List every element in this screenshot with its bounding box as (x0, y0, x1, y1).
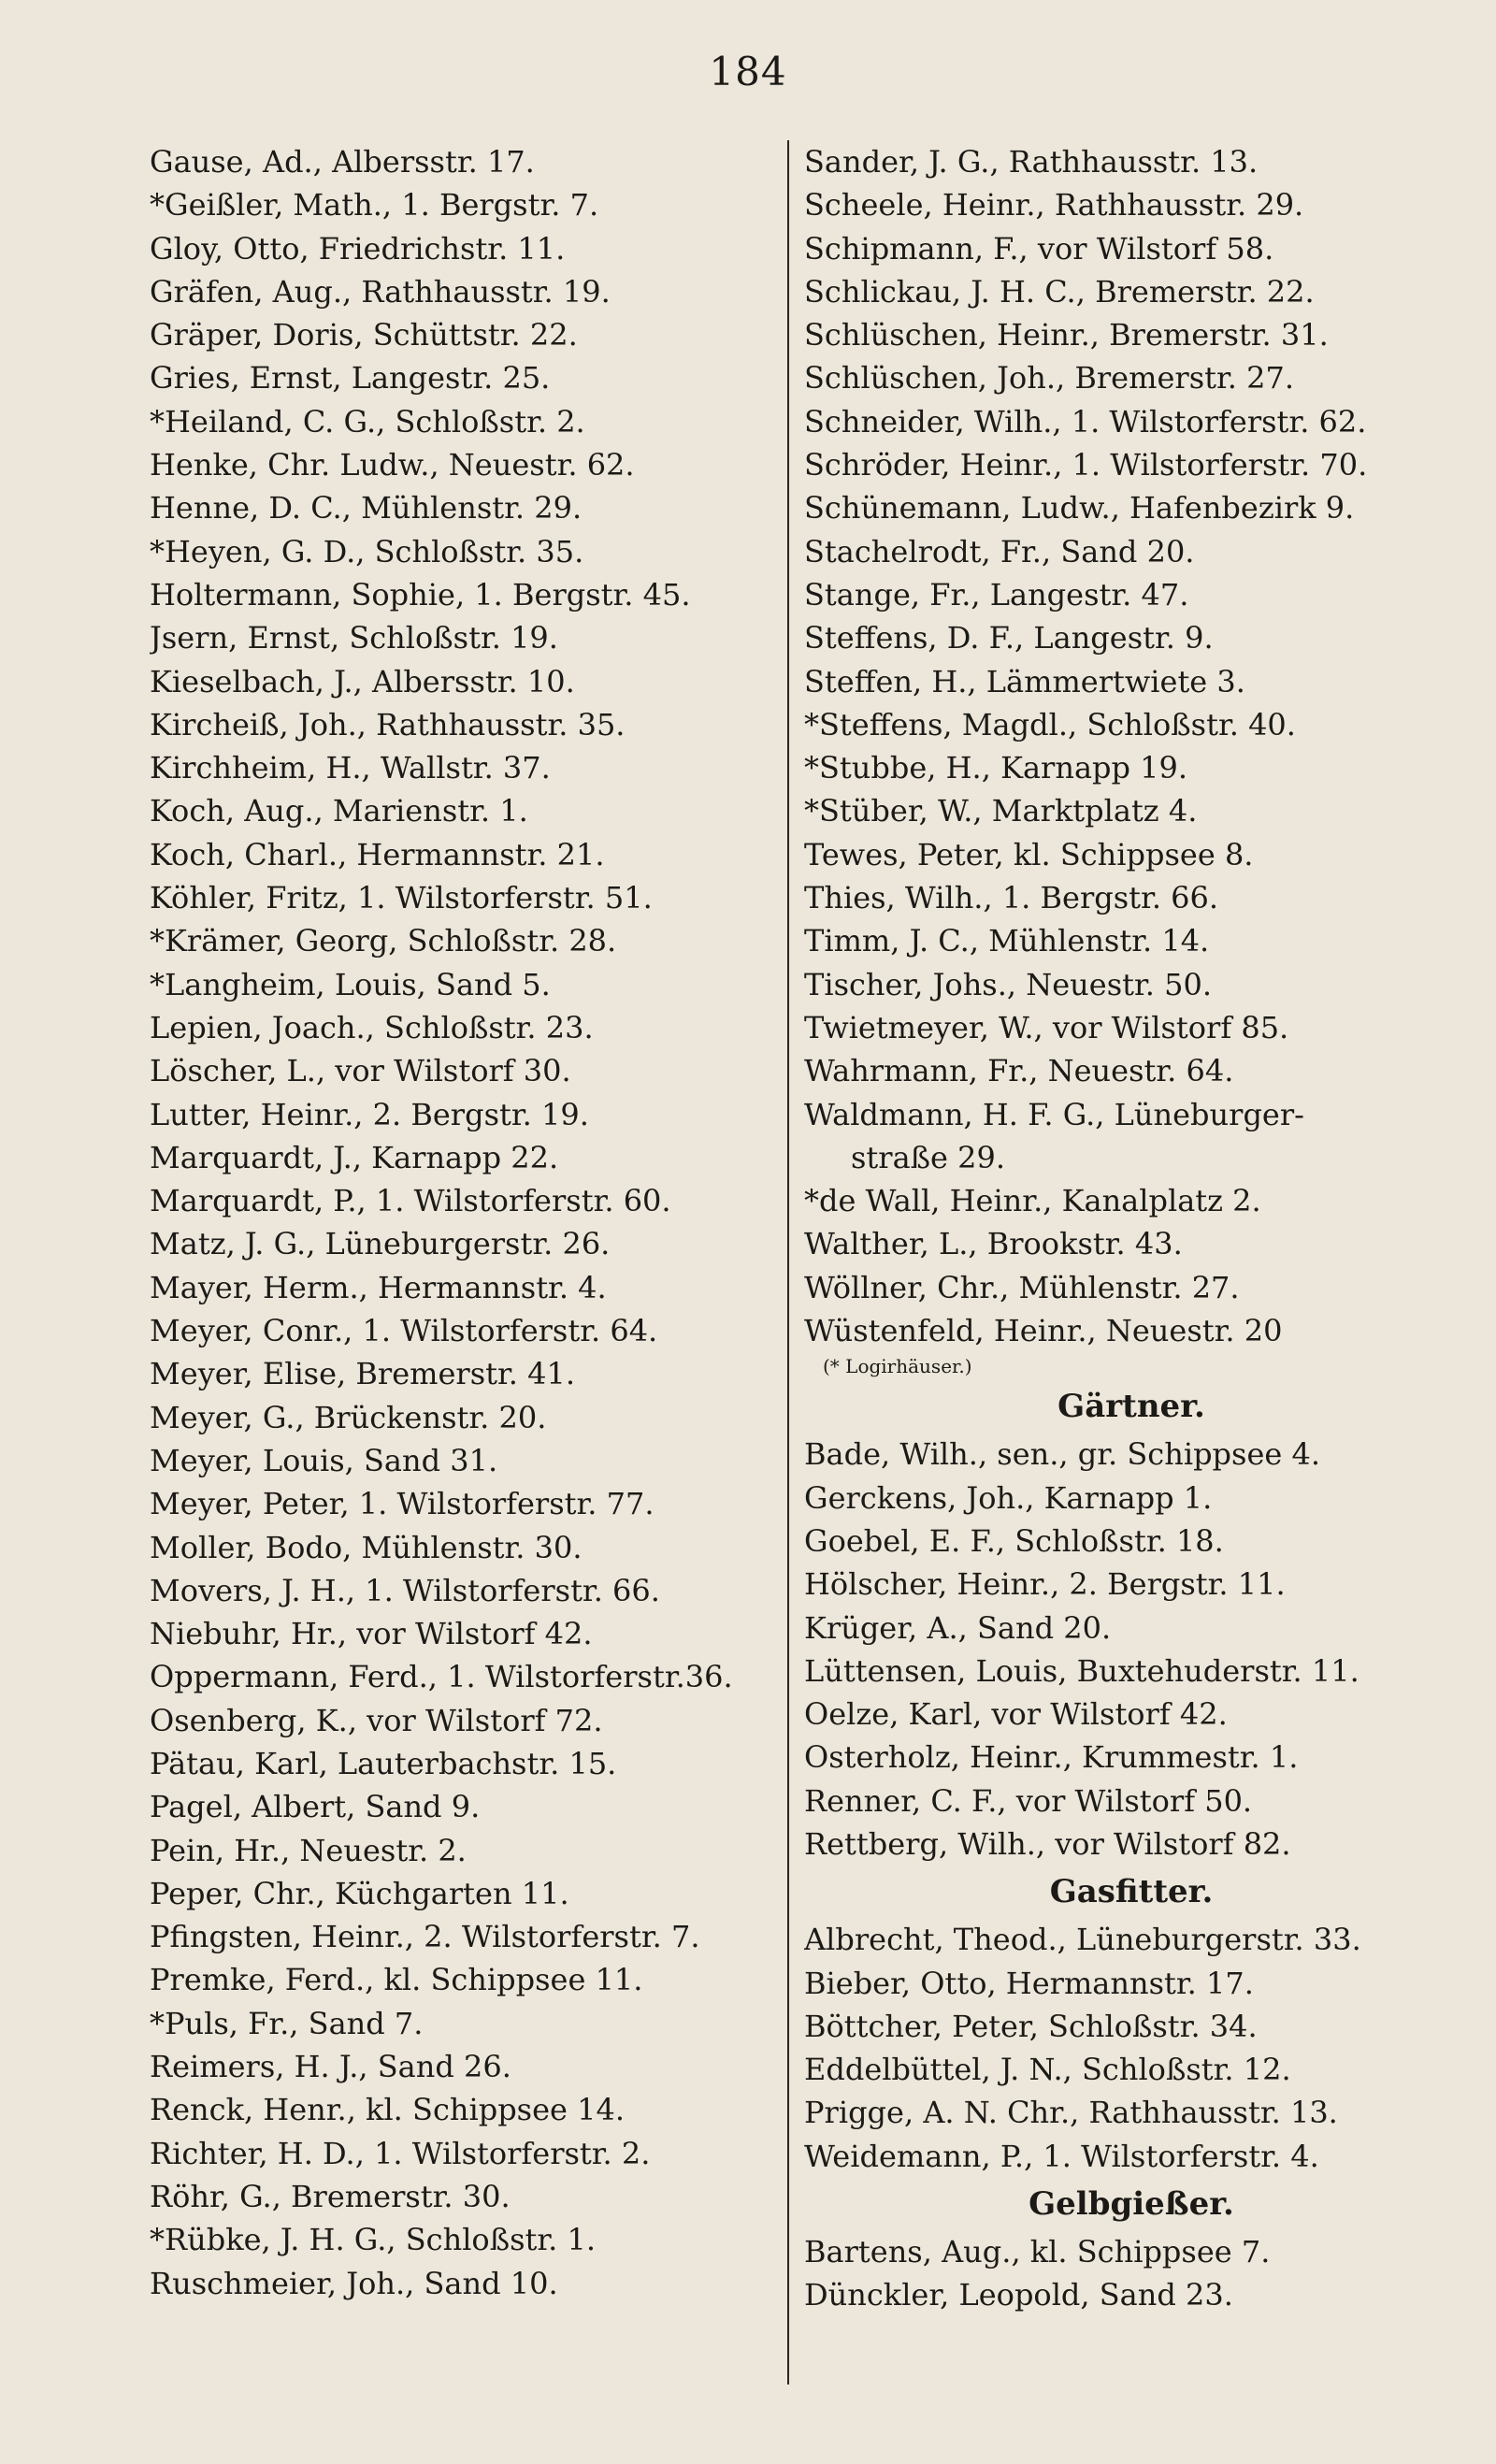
directory-entry: Kieselbach, J., Albersstr. 10. (150, 663, 575, 699)
directory-entry: Wahrmann, Fr., Neuestr. 64. (804, 1053, 1234, 1089)
directory-entry: Wöllner, Chr., Mühlenstr. 27. (804, 1269, 1240, 1305)
directory-entry: *Stüber, W., Marktplatz 4. (804, 793, 1198, 829)
directory-entry: Weidemann, P., 1. Wilstorferstr. 4. (804, 2138, 1319, 2174)
directory-entry: Schneider, Wilh., 1. Wilstorferstr. 62. (804, 403, 1367, 439)
directory-entry: Löscher, L., vor Wilstorf 30. (150, 1053, 571, 1089)
directory-entry: Movers, J. H., 1. Wilstorferstr. 66. (150, 1572, 660, 1608)
directory-entry: Koch, Aug., Marienstr. 1. (150, 793, 528, 829)
directory-entry: Schipmann, F., vor Wilstorf 58. (804, 230, 1274, 267)
directory-entry: Meyer, Conr., 1. Wilstorferstr. 64. (150, 1313, 658, 1349)
directory-entry: Goebel, E. F., Schloßstr. 18. (804, 1522, 1224, 1559)
directory-entry: Steffen, H., Lämmertwiete 3. (804, 663, 1245, 699)
directory-entry: Lepien, Joach., Schloßstr. 23. (150, 1009, 594, 1045)
section-heading: Gelbgießer. (1028, 2185, 1234, 2224)
directory-entry: Schlüschen, Joh., Bremerstr. 27. (804, 360, 1294, 396)
directory-entry: Jsern, Ernst, Schloßstr. 19. (150, 620, 558, 656)
directory-entry: Albrecht, Theod., Lüneburgerstr. 33. (804, 1922, 1361, 1958)
directory-entry: Henke, Chr. Ludw., Neuestr. 62. (150, 447, 635, 483)
directory-entry: Gries, Ernst, Langestr. 25. (150, 360, 551, 396)
directory-entry: Oelze, Karl, vor Wilstorf 42. (804, 1696, 1228, 1733)
directory-entry: Marquardt, P., 1. Wilstorferstr. 60. (150, 1183, 671, 1219)
directory-entry: Kircheiß, Joh., Rathhausstr. 35. (150, 706, 626, 742)
section-heading: Gärtner. (1057, 1388, 1205, 1426)
directory-entry: Osterholz, Heinr., Krummestr. 1. (804, 1739, 1299, 1776)
directory-entry: Bartens, Aug., kl. Schippsee 7. (804, 2234, 1271, 2270)
directory-entry: *Steffens, Magdl., Schloßstr. 40. (804, 706, 1296, 742)
directory-entry: *Stubbe, H., Karnapp 19. (804, 750, 1188, 786)
directory-entry-continuation: straße 29. (851, 1139, 1006, 1175)
directory-entry: Dünckler, Leopold, Sand 23. (804, 2277, 1233, 2313)
directory-entry: Marquardt, J., Karnapp 22. (150, 1139, 559, 1175)
directory-entry: Oppermann, Ferd., 1. Wilstorferstr.36. (150, 1659, 733, 1695)
directory-entry: Röhr, G., Bremerstr. 30. (150, 2178, 511, 2214)
directory-entry: Renck, Henr., kl. Schippsee 14. (150, 2092, 626, 2128)
directory-entry: *Langheim, Louis, Sand 5. (150, 966, 551, 1002)
directory-entry: Gräper, Doris, Schüttstr. 22. (150, 317, 578, 353)
directory-entry: Lutter, Heinr., 2. Bergstr. 19. (150, 1096, 589, 1132)
directory-entry: Schünemann, Ludw., Hafenbezirk 9. (804, 490, 1355, 526)
directory-entry: *Puls, Fr., Sand 7. (150, 2005, 424, 2041)
directory-entry: Gräfen, Aug., Rathhausstr. 19. (150, 273, 611, 310)
directory-entry: Timm, J. C., Mühlenstr. 14. (804, 923, 1210, 959)
directory-entry: Krüger, A., Sand 20. (804, 1609, 1112, 1646)
directory-entry: Kirchheim, H., Wallstr. 37. (150, 750, 551, 786)
directory-entry: Moller, Bodo, Mühlenstr. 30. (150, 1529, 583, 1565)
directory-entry: Meyer, G., Brückenstr. 20. (150, 1399, 547, 1435)
directory-entry: Pagel, Albert, Sand 9. (150, 1789, 481, 1825)
directory-entry: Holtermann, Sophie, 1. Bergstr. 45. (150, 576, 691, 612)
directory-entry: Tischer, Johs., Neuestr. 50. (804, 966, 1213, 1002)
directory-entry: *Heiland, C. G., Schloßstr. 2. (150, 403, 585, 439)
directory-entry: Rettberg, Wilh., vor Wilstorf 82. (804, 1825, 1291, 1862)
directory-entry: Prigge, A. N. Chr., Rathhausstr. 13. (804, 2095, 1338, 2131)
directory-entry: Henne, D. C., Mühlenstr. 29. (150, 490, 583, 526)
directory-entry: Pätau, Karl, Lauterbachstr. 15. (150, 1745, 617, 1781)
directory-entry: Lüttensen, Louis, Buxtehuderstr. 11. (804, 1652, 1359, 1689)
right-column (804, 140, 1459, 2317)
directory-entry: Schlüschen, Heinr., Bremerstr. 31. (804, 317, 1329, 353)
directory-entry: Böttcher, Peter, Schloßstr. 34. (804, 2008, 1258, 2044)
directory-entry: Peper, Chr., Küchgarten 11. (150, 1875, 569, 1911)
directory-entry: *Heyen, G. D., Schloßstr. 35. (150, 533, 584, 569)
directory-entry: Reimers, H. J., Sand 26. (150, 2049, 511, 2085)
directory-entry: Steffens, D. F., Langestr. 9. (804, 620, 1214, 656)
directory-entry: Schlickau, J. H. C., Bremerstr. 22. (804, 273, 1315, 310)
directory-entry: Köhler, Fritz, 1. Wilstorferstr. 51. (150, 880, 653, 916)
directory-entry: Niebuhr, Hr., vor Wilstorf 42. (150, 1616, 593, 1652)
directory-entry: *Krämer, Georg, Schloßstr. 28. (150, 923, 617, 959)
directory-entry: Koch, Charl., Hermannstr. 21. (150, 836, 605, 872)
directory-entry: *Geißler, Math., 1. Bergstr. 7. (150, 187, 599, 223)
section-heading: Gasfitter. (1049, 1873, 1214, 1911)
footnote: (* Logirhäuser.) (823, 1355, 972, 1378)
directory-entry: Waldmann, H. F. G., Lüneburger- (804, 1096, 1304, 1132)
directory-entry: Gause, Ad., Albersstr. 17. (150, 144, 535, 180)
directory-entry: Eddelbüttel, J. N., Schloßstr. 12. (804, 2052, 1291, 2088)
directory-entry: Matz, J. G., Lüneburgerstr. 26. (150, 1226, 611, 1262)
directory-entry: Sander, J. G., Rathhausstr. 13. (804, 144, 1259, 180)
directory-entry: Stange, Fr., Langestr. 47. (804, 576, 1189, 612)
directory-entry: Pfingsten, Heinr., 2. Wilstorferstr. 7. (150, 1919, 700, 1955)
directory-entry: Twietmeyer, W., vor Wilstorf 85. (804, 1009, 1289, 1045)
directory-entry: Bade, Wilh., sen., gr. Schippsee 4. (804, 1436, 1321, 1473)
directory-entry: Stachelrodt, Fr., Sand 20. (804, 533, 1195, 569)
directory-entry: Bieber, Otto, Hermannstr. 17. (804, 1965, 1254, 2001)
directory-entry: Thies, Wilh., 1. Bergstr. 66. (804, 880, 1219, 916)
directory-entry: Meyer, Louis, Sand 31. (150, 1442, 498, 1478)
directory-entry: Renner, C. F., vor Wilstorf 50. (804, 1782, 1253, 1819)
directory-entry: Gerckens, Joh., Karnapp 1. (804, 1479, 1213, 1516)
directory-entry: *de Wall, Heinr., Kanalplatz 2. (804, 1183, 1261, 1219)
directory-entry: Mayer, Herm., Hermannstr. 4. (150, 1269, 607, 1305)
directory-entry: Tewes, Peter, kl. Schippsee 8. (804, 836, 1254, 872)
left-column (150, 140, 795, 2305)
directory-entry: Richter, H. D., 1. Wilstorferstr. 2. (150, 2135, 651, 2171)
directory-entry: Meyer, Peter, 1. Wilstorferstr. 77. (150, 1486, 654, 1522)
directory-entry: Schröder, Heinr., 1. Wilstorferstr. 70. (804, 447, 1368, 483)
directory-entry: Gloy, Otto, Friedrichstr. 11. (150, 230, 566, 267)
directory-entry: Pein, Hr., Neuestr. 2. (150, 1832, 467, 1868)
directory-entry: Osenberg, K., vor Wilstorf 72. (150, 1702, 603, 1738)
directory-entry: Premke, Ferd., kl. Schippsee 11. (150, 1962, 643, 1998)
directory-entry: Hölscher, Heinr., 2. Bergstr. 11. (804, 1566, 1286, 1603)
directory-entry: Meyer, Elise, Bremerstr. 41. (150, 1356, 575, 1392)
directory-entry: Ruschmeier, Joh., Sand 10. (150, 2265, 558, 2301)
directory-entry: *Rübke, J. H. G., Schloßstr. 1. (150, 2222, 596, 2258)
directory-entry: Walther, L., Brookstr. 43. (804, 1226, 1183, 1262)
directory-entry: Wüstenfeld, Heinr., Neuestr. 20 (804, 1313, 1283, 1349)
page-number: 184 (709, 49, 787, 94)
directory-entry: Scheele, Heinr., Rathhausstr. 29. (804, 187, 1304, 223)
